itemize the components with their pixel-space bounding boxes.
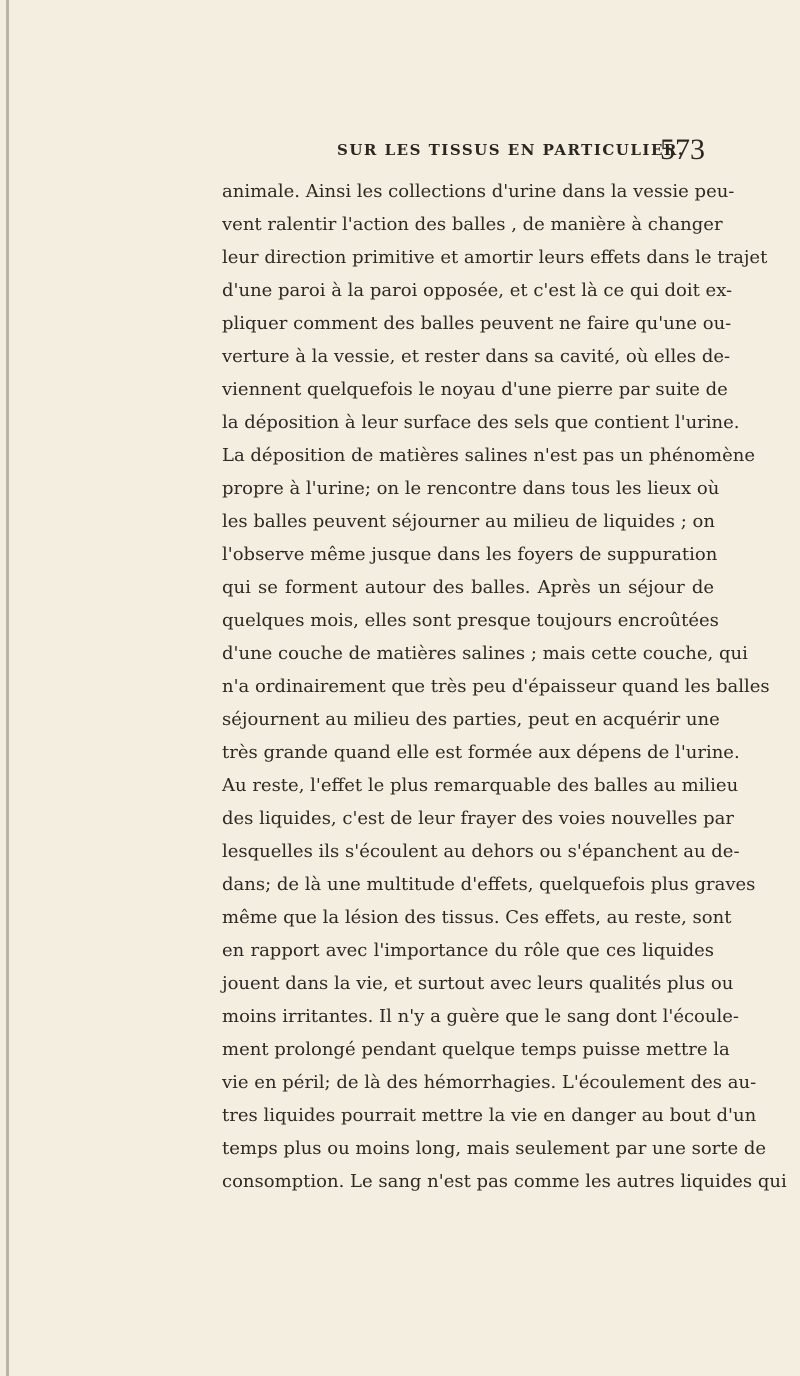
- text-line: en rapport avec l'importance du rôle que ces liquides: [222, 940, 714, 961]
- text-line: moins irritantes. Il n'y a guère que le sang dont l'écoule-: [222, 1006, 739, 1027]
- text-line: d'une couche de matières salines ; mais cette couche, qui: [222, 643, 748, 664]
- text-line: propre à l'urine; on le rencontre dans tous les lieux où: [222, 478, 720, 499]
- text-line: l'observe même jusque dans les foyers de suppuration: [222, 544, 718, 565]
- text-line: ment prolongé pendant quelque temps puisse mettre la: [222, 1039, 730, 1060]
- text-line: très grande quand elle est formée aux dépens de l'urine.: [222, 742, 740, 763]
- text-line: animale. Ainsi les collections d'urine dans la vessie peu-: [222, 181, 735, 202]
- text-line: pliquer comment des balles peuvent ne faire qu'une ou-: [222, 313, 732, 334]
- text-line: temps plus ou moins long, mais seulement par une sorte de: [222, 1138, 767, 1159]
- text-line: leur direction primitive et amortir leurs effets dans le trajet: [222, 247, 768, 268]
- text-line: séjournent au milieu des parties, peut en acquérir une: [222, 709, 720, 730]
- text-line: les balles peuvent séjourner au milieu de liquides ; on: [222, 511, 715, 532]
- text-line: dans; de là une multitude d'effets, quelquefois plus graves: [222, 874, 756, 895]
- text-line: vie en péril; de là des hémorrhagies. L'écoulement des au-: [222, 1072, 757, 1093]
- text-line: tres liquides pourrait mettre la vie en danger au bout d'un: [222, 1105, 757, 1126]
- text-line: même que la lésion des tissus. Ces effets, au reste, sont: [222, 907, 732, 928]
- text-line: Au reste, l'effet le plus remarquable des balles au milieu: [222, 775, 739, 796]
- text-line: lesquelles ils s'écoulent au dehors ou s'épanchent au de-: [222, 841, 740, 862]
- running-head: [0, 133, 800, 173]
- page-number: 573: [660, 133, 705, 166]
- running-title: SUR LES TISSUS EN PARTICULIER.: [337, 141, 685, 159]
- text-line: qui se forment autour des balles. Après un séjour de: [222, 577, 714, 598]
- text-line: des liquides, c'est de leur frayer des voies nouvelles par: [222, 808, 734, 829]
- text-line: viennent quelquefois le noyau d'une pierre par suite de: [222, 379, 728, 400]
- text-line: La déposition de matières salines n'est pas un phénomène: [222, 445, 755, 466]
- text-line: consomption. Le sang n'est pas comme les autres liquides qui: [222, 1171, 787, 1192]
- body-text: [222, 175, 787, 1198]
- page-edge-shadow: [6, 0, 9, 1376]
- text-line: vent ralentir l'action des balles , de manière à changer: [222, 214, 723, 235]
- text-line: la déposition à leur surface des sels que contient l'urine.: [222, 412, 740, 433]
- text-line: verture à la vessie, et rester dans sa cavité, où elles de-: [222, 346, 731, 367]
- text-line: n'a ordinairement que très peu d'épaisseur quand les balles: [222, 676, 770, 697]
- text-line: jouent dans la vie, et surtout avec leurs qualités plus ou: [222, 973, 734, 994]
- text-line: d'une paroi à la paroi opposée, et c'est là ce qui doit ex-: [222, 280, 733, 301]
- text-line: quelques mois, elles sont presque toujours encroûtées: [222, 610, 719, 631]
